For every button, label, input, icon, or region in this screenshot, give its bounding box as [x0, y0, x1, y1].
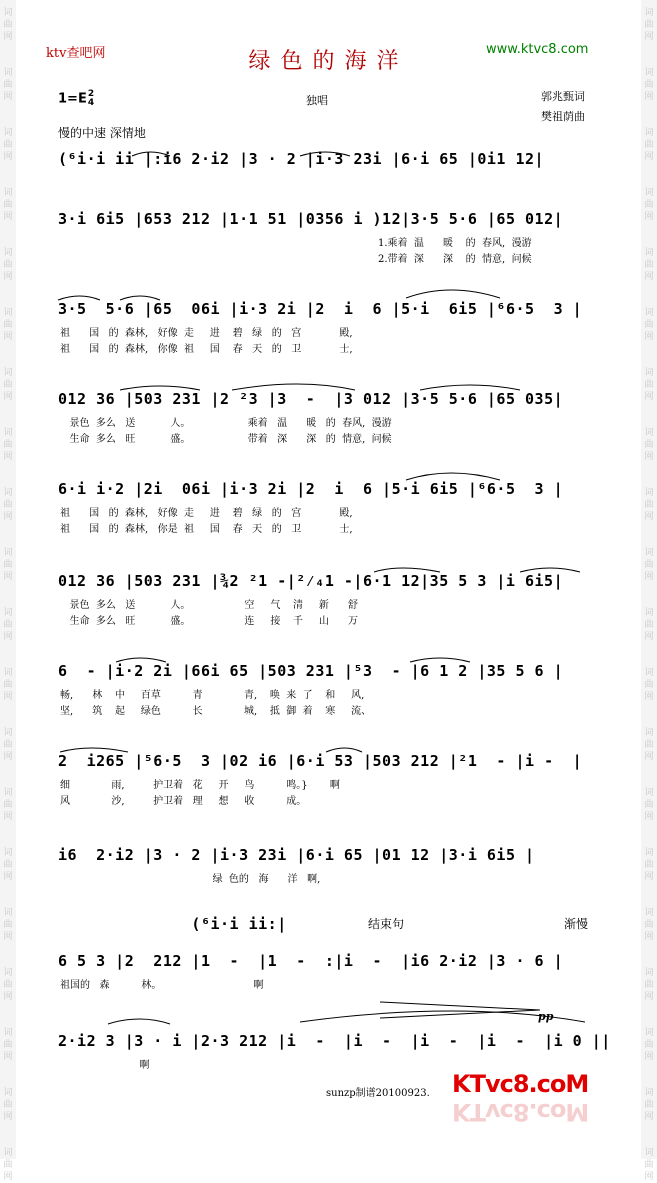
music-line: 2·i2 3 |3 · i |2·3 212 |i - |i - |i - |i - |i 0 ||	[58, 1032, 611, 1050]
watermark-char: 曲	[3, 320, 13, 330]
watermark-char: 词	[644, 488, 654, 498]
ktvc8-logo[interactable]: KTvc8.coM	[452, 1070, 589, 1098]
watermark-char: 曲	[644, 200, 654, 210]
watermark-char: 网	[644, 992, 654, 1002]
watermark-char: 曲	[3, 1100, 13, 1110]
watermark-char: 曲	[644, 320, 654, 330]
lyricist: 郭兆甄词	[541, 90, 585, 103]
watermark-char: 网	[644, 692, 654, 702]
lyric-line: 细 雨, 护卫着 花 开 鸟 鸣。} 啊	[60, 780, 340, 791]
watermark-char: 曲	[644, 860, 654, 870]
watermark-char: 曲	[644, 1100, 654, 1110]
lyric-line: 绿 色的 海 洋 啊,	[60, 874, 321, 885]
watermark-char: 曲	[644, 260, 654, 270]
time-signature	[88, 90, 94, 108]
watermark-char: 词	[3, 368, 13, 378]
coda-label: 结束句	[368, 917, 405, 931]
watermark-char: 词	[3, 608, 13, 618]
watermark-char: 词	[644, 308, 654, 318]
watermark-char: 网	[644, 272, 654, 282]
watermark-char: 曲	[3, 440, 13, 450]
watermark-char: 网	[644, 92, 654, 102]
key-signature	[58, 90, 94, 108]
watermark-char: 词	[3, 428, 13, 438]
ritardando-label: 渐慢	[564, 917, 589, 931]
music-line: 012 36 |503 231 |¾2 ²1 -|²⁄₄1 -|6·1 12|35 5 3 |i 6i5|	[58, 572, 564, 590]
watermark-char: 网	[3, 452, 13, 462]
music-line: 6 - |i·2 2i |66i 65 |503 231 |⁵3 - |6 1 2 |35 5 6 |	[58, 662, 564, 680]
watermark-char: 网	[644, 32, 654, 42]
watermark-char: 词	[3, 1148, 13, 1158]
watermark-char: 曲	[3, 560, 13, 570]
watermark-char: 网	[644, 152, 654, 162]
watermark-char: 词	[3, 68, 13, 78]
watermark-char: 曲	[644, 380, 654, 390]
tempo-marking: 慢的中速 深情地	[58, 126, 146, 140]
watermark-char: 词	[644, 68, 654, 78]
transcriber-credit: sunzp制谱20100923.	[326, 1088, 430, 1099]
watermark-char: 网	[644, 932, 654, 942]
watermark-char: 曲	[3, 380, 13, 390]
watermark-char: 词	[644, 788, 654, 798]
watermark-char: 网	[3, 932, 13, 942]
watermark-char: 词	[644, 848, 654, 858]
watermark-char: 曲	[644, 80, 654, 90]
watermark-char: 曲	[3, 620, 13, 630]
lyric-line: 2.带着 深 深 的 情意, 问候	[378, 254, 532, 265]
watermark-char: 词	[644, 668, 654, 678]
watermark-char: 网	[3, 392, 13, 402]
watermark-char: 网	[644, 812, 654, 822]
watermark-char: 词	[3, 248, 13, 258]
music-line: 3·5 5·6 |65 06i |i·3 2i |2 i 6 |5·i 6i5 |⁶6·5 3 |	[58, 300, 583, 318]
watermark-char: 词	[3, 128, 13, 138]
watermark-char: 网	[644, 512, 654, 522]
music-line: i6 2·i2 |3 · 2 |i·3 23i |6·i 65 |01 12 |3·i 6i5 |	[58, 846, 535, 864]
watermark-char: 网	[3, 212, 13, 222]
right-watermark-strip	[641, 0, 657, 1182]
watermark-char: 曲	[3, 920, 13, 930]
music-line: 2 i265 |⁵6·5 3 |02 i6 |6·i 53 |503 212 |²1 - |i - |	[58, 752, 583, 770]
watermark-char: 词	[3, 848, 13, 858]
watermark-char: 网	[3, 872, 13, 882]
watermark-char: 词	[644, 968, 654, 978]
watermark-char: 曲	[644, 680, 654, 690]
watermark-char: 词	[644, 428, 654, 438]
watermark-char: 网	[3, 812, 13, 822]
lyric-line: 风 沙, 护卫着 理 想 收 成。	[60, 796, 307, 807]
lyric-line: 生命 多么 旺 盛。 连 接 千 山 万	[60, 616, 359, 627]
watermark-char: 网	[3, 752, 13, 762]
time-den: 4	[87, 98, 95, 108]
watermark-char: 曲	[644, 620, 654, 630]
watermark-char: 词	[644, 728, 654, 738]
song-title: 绿色的海洋	[248, 49, 409, 74]
watermark-char: 曲	[644, 20, 654, 30]
watermark-char: 词	[644, 1148, 654, 1158]
lyric-line: 祖国的 森 林。 啊	[60, 980, 264, 991]
site-url-right[interactable]: www.ktvc8.com	[486, 42, 589, 57]
watermark-char: 词	[3, 908, 13, 918]
watermark-char: 曲	[3, 1160, 13, 1170]
lyric-line: 景色 多么 送 人。 乘着 温 暖 的 春风, 漫游	[60, 418, 392, 429]
watermark-char: 曲	[3, 260, 13, 270]
music-line: 012 36 |503 231 |2 ²3 |3 - |3 012 |3·5 5·6 |65 035|	[58, 390, 564, 408]
music-line: 6 5 3 |2 212 |1 - |1 - :|i - |i6 2·i2 |3 · 6 |	[58, 952, 564, 970]
watermark-char: 网	[644, 572, 654, 582]
watermark-char: 网	[3, 272, 13, 282]
watermark-char: 曲	[644, 1160, 654, 1170]
watermark-char: 词	[644, 908, 654, 918]
watermark-char: 网	[644, 632, 654, 642]
watermark-char: 曲	[644, 500, 654, 510]
watermark-char: 曲	[3, 1040, 13, 1050]
music-line: 6·i i·2 |2i 06i |i·3 2i |2 i 6 |5·i 6i5 |⁶6·5 3 |	[58, 480, 564, 498]
watermark-char: 词	[3, 968, 13, 978]
watermark-char: 曲	[3, 800, 13, 810]
watermark-char: 词	[644, 608, 654, 618]
watermark-char: 网	[644, 392, 654, 402]
watermark-char: 词	[3, 1088, 13, 1098]
lyric-line: 祖 国 的 森林, 你像 祖 国 春 天 的 卫 士,	[60, 344, 353, 355]
watermark-char: 网	[3, 92, 13, 102]
watermark-char: 词	[3, 8, 13, 18]
composer: 樊祖荫曲	[541, 110, 585, 123]
watermark-char: 词	[644, 8, 654, 18]
watermark-char: 词	[3, 308, 13, 318]
watermark-char: 网	[3, 692, 13, 702]
lyric-line: 祖 国 的 森林, 好像 走 进 碧 绿 的 宫 殿,	[60, 508, 353, 519]
watermark-char: 曲	[3, 500, 13, 510]
watermark-char: 曲	[3, 200, 13, 210]
watermark-char: 曲	[644, 980, 654, 990]
watermark-char: 网	[3, 332, 13, 342]
performance-style: 独唱	[306, 94, 328, 107]
lyric-line: 坚, 筑 起 绿色 长 城, 抵 御 着 寒 流、	[60, 706, 372, 717]
music-line: (⁶i·i ii |:i6 2·i2 |3 · 2 |i·3 23i |6·i 65 |0i1 12|	[58, 150, 545, 168]
watermark-char: 网	[3, 152, 13, 162]
music-line: (⁶i·i ii:|	[58, 915, 306, 933]
watermark-char: 词	[3, 728, 13, 738]
watermark-char: 网	[3, 32, 13, 42]
watermark-char: 词	[3, 188, 13, 198]
watermark-char: 曲	[644, 140, 654, 150]
watermark-char: 网	[3, 632, 13, 642]
lyric-line: 1.乘着 温 暖 的 春风, 漫游	[378, 238, 532, 249]
watermark-char: 曲	[644, 920, 654, 930]
watermark-char: 网	[644, 212, 654, 222]
site-name-left[interactable]: ktv查吧网	[46, 46, 106, 61]
watermark-char: 词	[3, 548, 13, 558]
watermark-char: 网	[644, 332, 654, 342]
watermark-char: 曲	[644, 440, 654, 450]
watermark-char: 曲	[3, 80, 13, 90]
watermark-char: 曲	[3, 680, 13, 690]
watermark-char: 网	[644, 1052, 654, 1062]
lyric-line: 啊	[60, 1060, 150, 1071]
watermark-char: 网	[644, 872, 654, 882]
watermark-char: 词	[3, 668, 13, 678]
watermark-char: 词	[644, 188, 654, 198]
watermark-char: 词	[644, 548, 654, 558]
left-watermark-strip	[0, 0, 16, 1182]
time-num: 2	[87, 89, 95, 99]
watermark-char: 网	[3, 572, 13, 582]
lyric-line: 祖 国 的 森林, 你是 祖 国 春 天 的 卫 士,	[60, 524, 353, 535]
watermark-char: 曲	[644, 800, 654, 810]
watermark-char: 词	[3, 488, 13, 498]
watermark-char: 网	[3, 1052, 13, 1062]
watermark-char: 词	[644, 368, 654, 378]
watermark-char: 词	[3, 788, 13, 798]
lyric-line: 畅, 林 中 百草 青 青, 唤 来 了 和 风,	[60, 690, 365, 701]
watermark-char: 网	[3, 1112, 13, 1122]
watermark-char: 网	[644, 452, 654, 462]
watermark-char: 曲	[644, 1040, 654, 1050]
lyric-line: 生命 多么 旺 盛。 带着 深 深 的 情意, 问候	[60, 434, 392, 445]
watermark-char: 曲	[3, 140, 13, 150]
key-label: 1=E	[58, 91, 87, 107]
watermark-char: 曲	[3, 740, 13, 750]
watermark-char: 词	[644, 1088, 654, 1098]
lyric-line: 祖 国 的 森林, 好像 走 进 碧 绿 的 宫 殿,	[60, 328, 353, 339]
watermark-char: 词	[644, 248, 654, 258]
watermark-char: 曲	[644, 740, 654, 750]
watermark-char: 网	[644, 1172, 654, 1182]
watermark-char: 网	[644, 1112, 654, 1122]
watermark-char: 词	[644, 128, 654, 138]
dynamic-marking: pp	[538, 1010, 554, 1023]
watermark-char: 网	[3, 512, 13, 522]
watermark-char: 词	[3, 1028, 13, 1038]
watermark-char: 网	[644, 752, 654, 762]
watermark-char: 网	[3, 1172, 13, 1182]
watermark-char: 词	[644, 1028, 654, 1038]
watermark-char: 曲	[3, 980, 13, 990]
watermark-char: 网	[3, 992, 13, 1002]
lyric-line: 景色 多么 送 人。 空 气 清 新 舒	[60, 600, 359, 611]
ktvc8-logo-reflection: KTvc8.coM	[452, 1098, 589, 1126]
music-line: 3·i 6i5 |653 212 |1·1 51 |0356 i )12|3·5 5·6 |65 012|	[58, 210, 564, 228]
watermark-char: 曲	[3, 860, 13, 870]
watermark-char: 曲	[644, 560, 654, 570]
watermark-char: 曲	[3, 20, 13, 30]
